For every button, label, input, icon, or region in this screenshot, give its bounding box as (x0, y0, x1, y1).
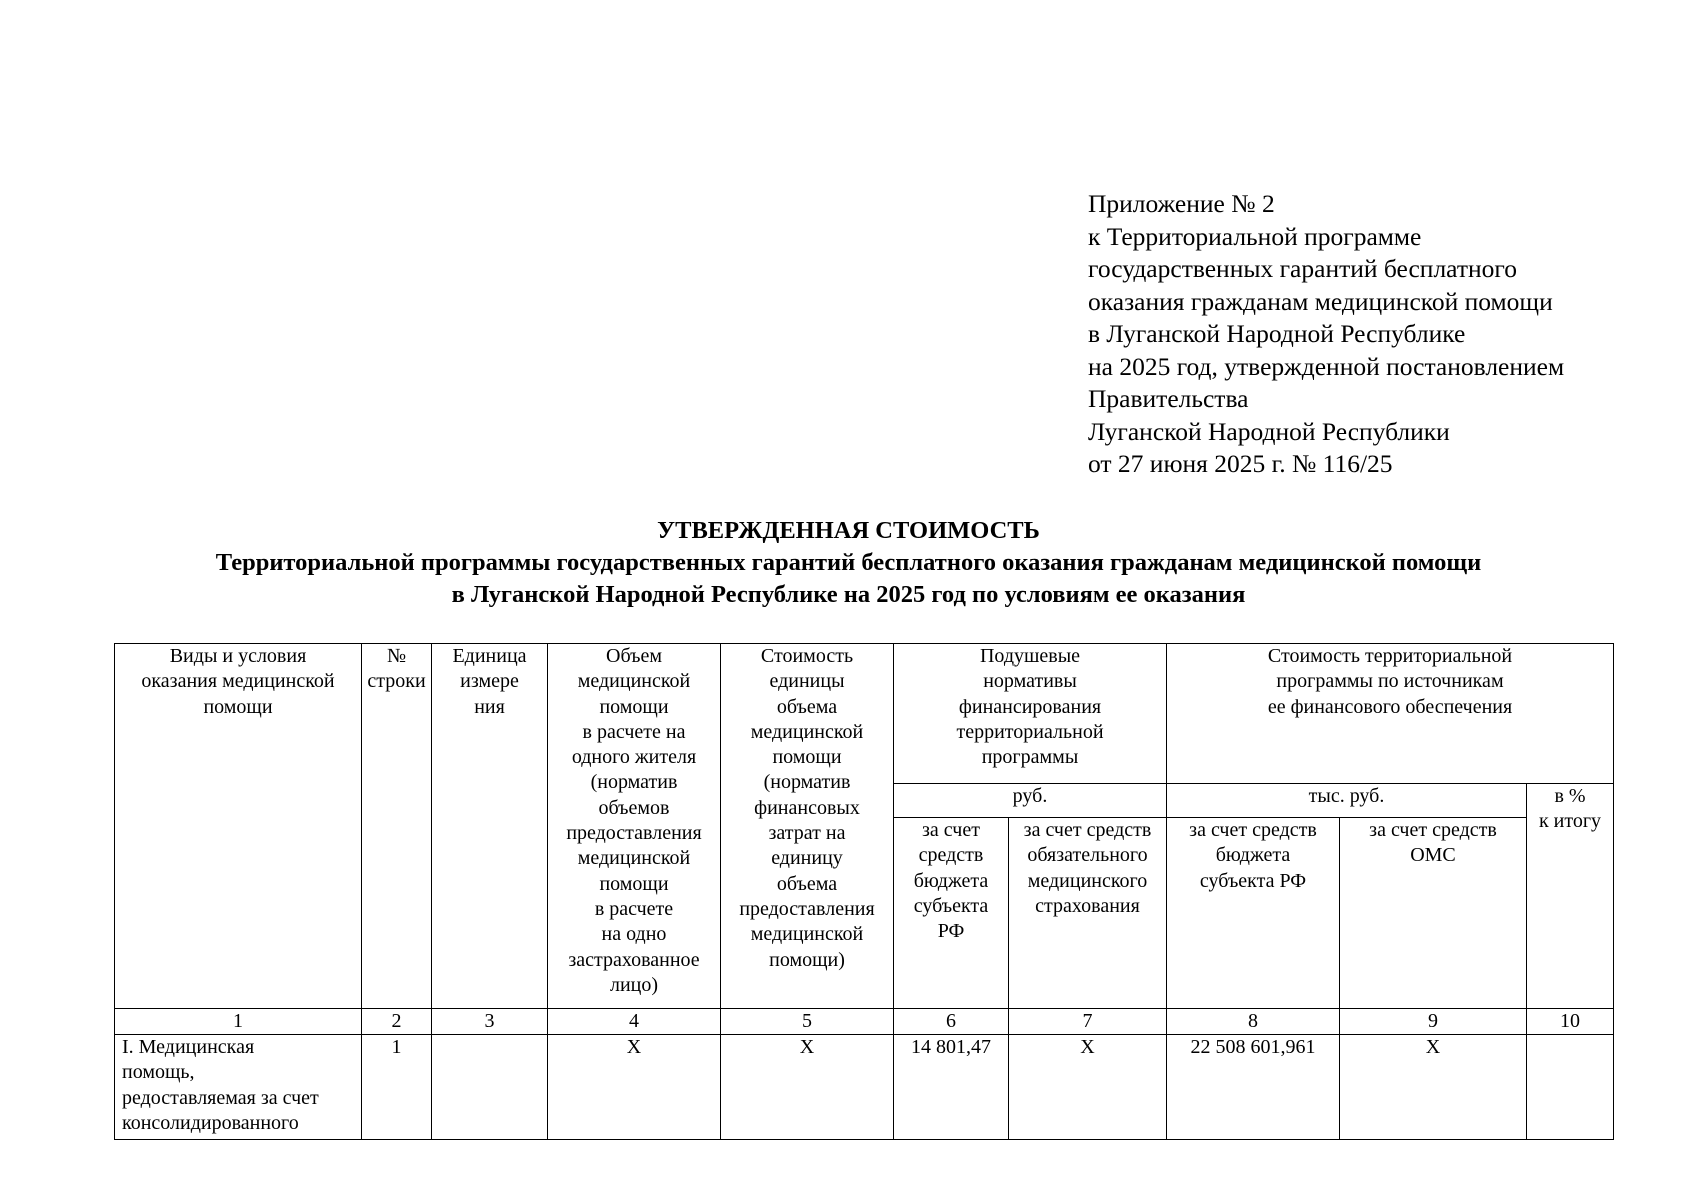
title-line: в Луганской Народной Республике на 2025 год по условиям ее оказания (451, 581, 1246, 608)
header-unit-rub: руб. (894, 784, 1167, 818)
header-text: программы по источникам (1276, 670, 1504, 693)
header-program-cost-group (1167, 644, 1614, 784)
header-text: к итогу (1538, 810, 1602, 833)
header-text: финансирования (958, 695, 1102, 718)
appendix-block (1088, 188, 1564, 481)
column-number: 5 (721, 1009, 894, 1035)
header-text: единицы (769, 670, 845, 693)
column-number: 8 (1167, 1009, 1340, 1035)
header-text: Подушевые (979, 645, 1081, 667)
header-text: на одно (601, 923, 667, 946)
header-text: помощи) (769, 948, 845, 971)
appendix-line: Луганской Народной Республики (1088, 416, 1450, 446)
header-text: Виды и условия (169, 645, 307, 667)
header-text: одного жителя (571, 746, 697, 769)
header-text: предоставления (566, 822, 702, 845)
title-line: УТВЕРЖДЕННАЯ СТОИМОСТЬ (657, 517, 1040, 544)
header-text: объема (776, 872, 838, 895)
row-volume: Х (548, 1035, 721, 1140)
title-line: Территориальной программы государственных гарантий бесплатного оказания гражданам медицинской помощи (215, 549, 1482, 576)
header-unit-thous-rub: тыс. руб. (1167, 784, 1527, 818)
appendix-line: к Территориальной программе (1088, 221, 1422, 251)
row-percent (1527, 1035, 1614, 1140)
header-unit-cost (721, 644, 894, 1009)
header-text: ния (474, 695, 505, 718)
header-text: Объем (606, 645, 662, 667)
header-text: субъекта (913, 894, 989, 917)
row-kind (115, 1035, 362, 1140)
appendix-line: оказания гражданам медицинской помощи (1088, 286, 1553, 316)
header-text: за счет средств (1023, 819, 1152, 841)
header-text: Единица (452, 645, 527, 667)
header-text: Стоимость территориальной (1267, 645, 1513, 667)
header-text: (норматив (590, 771, 678, 794)
header-text: финансовых (754, 796, 860, 819)
appendix-line: Правительства (1088, 384, 1249, 413)
row-cost-oms: Х (1340, 1035, 1527, 1140)
header-text: затрат на (768, 822, 846, 845)
header-text: медицинской (577, 847, 691, 870)
header-text: в % (1554, 785, 1586, 807)
header-text: единицу (771, 847, 843, 870)
header-text: за счет (922, 819, 980, 841)
header-text: Стоимость (760, 645, 854, 667)
header-kind-and-conditions (115, 644, 362, 1009)
header-per-capita-oms (1009, 818, 1167, 1009)
header-text: оказания медицинской (141, 670, 335, 693)
header-per-capita-budget (894, 818, 1009, 1009)
column-number: 7 (1009, 1009, 1167, 1035)
header-text: строки (367, 670, 426, 693)
row-number: 1 (362, 1035, 432, 1140)
column-number: 10 (1527, 1009, 1614, 1035)
header-text: субъекта РФ (1199, 869, 1307, 892)
header-text: нормативы (983, 670, 1077, 693)
header-row-1 (115, 644, 1614, 784)
header-text: предоставления (739, 897, 875, 920)
header-text: медицинской (577, 670, 691, 693)
column-number: 6 (894, 1009, 1009, 1035)
row-cost-budget: 22 508 601,961 (1167, 1035, 1340, 1140)
header-row-number (362, 644, 432, 1009)
header-text: объема (776, 695, 838, 718)
header-text: объемов (598, 796, 670, 819)
column-numbers-row (115, 1009, 1614, 1035)
header-cost-budget (1167, 818, 1340, 1009)
column-number: 1 (115, 1009, 362, 1035)
appendix-line: от 27 июня 2025 г. № 116/25 (1088, 449, 1393, 478)
row-kind-text: I. Медицинская (122, 1036, 255, 1058)
header-text: ОМС (1410, 844, 1456, 867)
row-unit (432, 1035, 548, 1140)
row-kind-text: редоставляемая за счет (122, 1086, 319, 1109)
header-text: ее финансового обеспечения (1267, 695, 1513, 718)
header-text: застрахованное (568, 948, 700, 971)
header-text: программы (981, 746, 1079, 769)
header-text: помощи (599, 695, 669, 718)
column-number: 9 (1340, 1009, 1527, 1035)
header-text: бюджета (913, 869, 989, 892)
header-text: в расчете на (582, 720, 686, 743)
header-text: территориальной (956, 720, 1104, 743)
table-row (115, 1035, 1614, 1140)
header-text: за счет средств (1189, 819, 1317, 841)
column-number: 2 (362, 1009, 432, 1035)
appendix-line: в Луганской Народной Республике (1088, 319, 1466, 348)
row-unit-cost: Х (721, 1035, 894, 1140)
header-text: средств (918, 844, 984, 867)
row-per-capita-budget: 14 801,47 (894, 1035, 1009, 1140)
column-number: 4 (548, 1009, 721, 1035)
appendix-line: государственных гарантий бесплатного (1088, 254, 1517, 283)
cost-table (114, 643, 1614, 1140)
header-text: медицинской (750, 923, 864, 946)
header-text: № (386, 645, 407, 667)
header-text: помощи (772, 746, 842, 769)
header-text: помощи (599, 872, 669, 895)
appendix-line: Приложение № 2 (1088, 189, 1275, 218)
header-text: медицинской (750, 720, 864, 743)
header-text: (норматив (763, 771, 851, 794)
row-kind-text: помощь, (122, 1061, 195, 1084)
header-unit (432, 644, 548, 1009)
header-text: измере (460, 670, 519, 693)
header-text: обязательного (1027, 844, 1148, 867)
header-text: страхования (1035, 894, 1140, 917)
column-number: 3 (432, 1009, 548, 1035)
header-per-capita-group (894, 644, 1167, 784)
document-title (0, 515, 1697, 611)
header-percent (1527, 784, 1614, 1009)
header-text: бюджета (1215, 844, 1291, 867)
header-text: РФ (937, 920, 965, 943)
header-text: в расчете (594, 897, 674, 920)
header-text: помощи (203, 695, 273, 718)
header-text: лицо) (609, 973, 659, 996)
header-text: медицинского (1027, 869, 1148, 892)
header-volume (548, 644, 721, 1009)
row-per-capita-oms: Х (1009, 1035, 1167, 1140)
header-text: за счет средств (1369, 819, 1497, 841)
row-kind-text: консолидированного (122, 1111, 299, 1134)
header-cost-oms (1340, 818, 1527, 1009)
appendix-line: на 2025 год, утвержденной постановлением (1088, 351, 1565, 381)
